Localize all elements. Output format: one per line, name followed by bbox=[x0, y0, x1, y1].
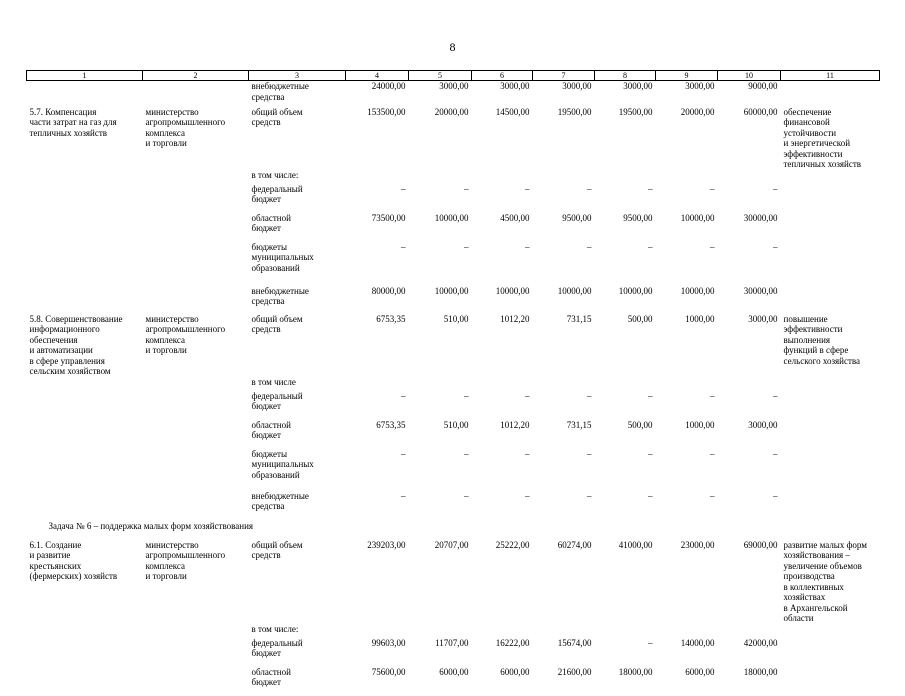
amount-cell: – bbox=[525, 390, 530, 401]
amount-cell: 99603,00 bbox=[371, 637, 406, 648]
executor-cell bbox=[143, 420, 249, 449]
table-row bbox=[27, 213, 880, 242]
amount-cell: 60000,00 bbox=[743, 106, 778, 117]
expected-result-cell bbox=[781, 242, 880, 286]
table-row bbox=[27, 314, 880, 377]
amount-cell: 3000,00 bbox=[439, 81, 469, 91]
column-header: 1 bbox=[27, 71, 143, 81]
event-name-cell bbox=[27, 420, 143, 449]
event-name-cell bbox=[27, 184, 143, 213]
amount-cell bbox=[346, 624, 409, 638]
expected-result-cell bbox=[781, 286, 880, 314]
amount-cell: 20000,00 bbox=[434, 106, 469, 117]
amount-cell: 21600,00 bbox=[557, 666, 592, 677]
amount-cell: 3000,00 bbox=[562, 81, 592, 91]
event-name-cell: 6.1. Создание и развитие крестьянских (фермерских) хозяйств bbox=[29, 539, 118, 581]
amount-cell: – bbox=[464, 490, 469, 501]
amount-cell: 18000,00 bbox=[618, 666, 653, 677]
column-header: 5 bbox=[409, 71, 472, 81]
amount-cell: 24000,00 bbox=[371, 81, 406, 91]
amount-cell: – bbox=[587, 448, 592, 459]
executor-cell: министерство агропромышленного комплекса и торговли bbox=[145, 313, 226, 355]
event-name-cell bbox=[27, 286, 143, 314]
amount-cell: 15674,00 bbox=[557, 637, 592, 648]
expected-result-cell bbox=[781, 170, 880, 184]
amount-cell bbox=[409, 170, 472, 184]
amount-cell: 153500,00 bbox=[367, 106, 406, 117]
column-header: 7 bbox=[533, 71, 595, 81]
column-header: 9 bbox=[656, 71, 718, 81]
table-row bbox=[27, 242, 880, 286]
amount-cell: – bbox=[525, 241, 530, 252]
amount-cell: 19500,00 bbox=[557, 106, 592, 117]
funding-source-cell: в том числе: bbox=[251, 169, 299, 180]
funding-source-cell: внебюджетные средства bbox=[251, 81, 309, 102]
amount-cell: 3000,00 bbox=[685, 81, 715, 91]
column-header: 11 bbox=[781, 71, 880, 81]
expected-result-cell bbox=[781, 667, 880, 696]
amount-cell: 1000,00 bbox=[685, 313, 715, 324]
expected-result-cell bbox=[781, 213, 880, 242]
executor-cell bbox=[143, 377, 249, 391]
executor-cell bbox=[143, 242, 249, 286]
table-row bbox=[27, 391, 880, 420]
amount-cell: – bbox=[773, 490, 778, 501]
event-name-cell bbox=[27, 491, 143, 518]
column-header: 4 bbox=[346, 71, 409, 81]
expected-result-cell bbox=[781, 420, 880, 449]
amount-cell: 6753,35 bbox=[376, 419, 406, 430]
executor-cell bbox=[143, 449, 249, 491]
amount-cell: 80000,00 bbox=[371, 285, 406, 296]
amount-cell bbox=[595, 170, 656, 184]
table-row bbox=[27, 638, 880, 667]
amount-cell bbox=[718, 170, 781, 184]
amount-cell: 75600,00 bbox=[371, 666, 406, 677]
amount-cell: 73500,00 bbox=[371, 212, 406, 223]
amount-cell: 10000,00 bbox=[680, 285, 715, 296]
column-number-header bbox=[27, 71, 880, 81]
amount-cell: 1012,20 bbox=[500, 419, 530, 430]
column-header: 10 bbox=[718, 71, 781, 81]
amount-cell bbox=[472, 624, 533, 638]
amount-cell bbox=[409, 377, 472, 391]
amount-cell: 18000,00 bbox=[743, 666, 778, 677]
amount-cell: 69000,00 bbox=[743, 539, 778, 550]
executor-cell bbox=[143, 624, 249, 638]
event-name-cell bbox=[27, 81, 143, 107]
funding-source-cell: федеральный бюджет bbox=[251, 183, 303, 204]
amount-cell bbox=[656, 377, 718, 391]
amount-cell: 42000,00 bbox=[743, 637, 778, 648]
funding-source-cell: внебюджетные средства bbox=[251, 285, 309, 306]
amount-cell bbox=[595, 377, 656, 391]
funding-source-cell: общий объем средств bbox=[251, 313, 303, 334]
executor-cell bbox=[143, 391, 249, 420]
amount-cell: – bbox=[648, 448, 653, 459]
table-row bbox=[27, 107, 880, 170]
amount-cell bbox=[472, 170, 533, 184]
amount-cell: – bbox=[587, 390, 592, 401]
amount-cell: 60274,00 bbox=[557, 539, 592, 550]
amount-cell: – bbox=[773, 183, 778, 194]
executor-cell bbox=[143, 491, 249, 518]
amount-cell: 6753,35 bbox=[376, 313, 406, 324]
amount-cell: 10000,00 bbox=[557, 285, 592, 296]
amount-cell: – bbox=[464, 241, 469, 252]
column-header: 3 bbox=[249, 71, 346, 81]
amount-cell: – bbox=[710, 183, 715, 194]
executor-cell bbox=[143, 170, 249, 184]
amount-cell: – bbox=[648, 183, 653, 194]
amount-cell bbox=[346, 170, 409, 184]
expected-result-cell bbox=[781, 377, 880, 391]
amount-cell: – bbox=[401, 448, 406, 459]
amount-cell: 3000,00 bbox=[748, 313, 778, 324]
table-row bbox=[27, 81, 880, 107]
amount-cell bbox=[409, 624, 472, 638]
amount-cell: 731,15 bbox=[566, 419, 592, 430]
expected-result-cell: повышение эффективности выполнения функций в сфере сельского хозяйства bbox=[783, 313, 861, 366]
amount-cell: 1012,20 bbox=[500, 313, 530, 324]
amount-cell: 9000,00 bbox=[748, 81, 778, 91]
program-table bbox=[26, 70, 880, 696]
funding-source-cell: бюджеты муниципальных образований bbox=[251, 448, 314, 480]
amount-cell: – bbox=[648, 390, 653, 401]
amount-cell bbox=[472, 377, 533, 391]
expected-result-cell bbox=[781, 624, 880, 638]
funding-source-cell: в том числе bbox=[251, 376, 296, 387]
table-row bbox=[27, 377, 880, 391]
expected-result-cell bbox=[781, 184, 880, 213]
table-row bbox=[27, 420, 880, 449]
table-row bbox=[27, 491, 880, 518]
expected-result-cell bbox=[781, 638, 880, 667]
amount-cell: – bbox=[401, 390, 406, 401]
amount-cell: 30000,00 bbox=[743, 285, 778, 296]
amount-cell bbox=[346, 377, 409, 391]
amount-cell: 3000,00 bbox=[623, 81, 653, 91]
funding-source-cell: внебюджетные средства bbox=[251, 490, 309, 511]
funding-source-cell: бюджеты муниципальных образований bbox=[251, 241, 314, 273]
amount-cell: – bbox=[587, 241, 592, 252]
amount-cell bbox=[656, 624, 718, 638]
amount-cell bbox=[718, 377, 781, 391]
amount-cell: 19500,00 bbox=[618, 106, 653, 117]
amount-cell: 20707,00 bbox=[434, 539, 469, 550]
amount-cell: 500,00 bbox=[627, 313, 653, 324]
expected-result-cell bbox=[781, 449, 880, 491]
amount-cell: 9500,00 bbox=[623, 212, 653, 223]
amount-cell: – bbox=[773, 448, 778, 459]
expected-result-cell: развитие малых форм хозяйствования – увеличение объемов производства в коллективных хозяйствах в Архангельской области bbox=[783, 539, 867, 623]
expected-result-cell bbox=[781, 81, 880, 107]
amount-cell: 6000,00 bbox=[685, 666, 715, 677]
amount-cell: 3000,00 bbox=[500, 81, 530, 91]
amount-cell: 10000,00 bbox=[434, 212, 469, 223]
table-row bbox=[27, 540, 880, 624]
event-name-cell bbox=[27, 377, 143, 391]
event-name-cell bbox=[27, 624, 143, 638]
funding-source-cell: в том числе: bbox=[251, 623, 299, 634]
funding-source-cell: областной бюджет bbox=[251, 666, 291, 687]
column-header: 8 bbox=[595, 71, 656, 81]
amount-cell: 11707,00 bbox=[435, 637, 469, 648]
amount-cell: – bbox=[525, 183, 530, 194]
task-heading-row bbox=[27, 518, 880, 540]
amount-cell: 500,00 bbox=[627, 419, 653, 430]
amount-cell: 30000,00 bbox=[743, 212, 778, 223]
table-row bbox=[27, 667, 880, 696]
event-name-cell bbox=[27, 449, 143, 491]
amount-cell: 239203,00 bbox=[367, 539, 406, 550]
funding-source-cell: областной бюджет bbox=[251, 212, 291, 233]
funding-source-cell: федеральный бюджет bbox=[251, 390, 303, 411]
amount-cell bbox=[656, 170, 718, 184]
amount-cell: 6000,00 bbox=[500, 666, 530, 677]
executor-cell: министерство агропромышленного комплекса и торговли bbox=[145, 106, 226, 148]
amount-cell: 10000,00 bbox=[434, 285, 469, 296]
executor-cell bbox=[143, 184, 249, 213]
table-row bbox=[27, 286, 880, 314]
funding-source-cell: общий объем средств bbox=[251, 539, 303, 560]
amount-cell: 14500,00 bbox=[495, 106, 530, 117]
executor-cell bbox=[143, 667, 249, 696]
amount-cell bbox=[533, 170, 595, 184]
table-row bbox=[27, 184, 880, 213]
funding-source-cell: общий объем средств bbox=[251, 106, 303, 127]
event-name-cell: 5.8. Совершенствование информационного обеспечения и автоматизации в сфере управления сельским хозяйством bbox=[29, 313, 123, 376]
amount-cell bbox=[533, 624, 595, 638]
event-name-cell bbox=[27, 213, 143, 242]
amount-cell: 10000,00 bbox=[618, 285, 653, 296]
funding-source-cell: федеральный бюджет bbox=[251, 637, 303, 658]
amount-cell: – bbox=[587, 490, 592, 501]
executor-cell bbox=[143, 81, 249, 107]
amount-cell: 10000,00 bbox=[495, 285, 530, 296]
amount-cell: – bbox=[773, 390, 778, 401]
expected-result-cell bbox=[781, 391, 880, 420]
amount-cell: – bbox=[401, 183, 406, 194]
event-name-cell bbox=[27, 242, 143, 286]
task-heading: Задача № 6 – поддержка малых форм хозяйствования bbox=[48, 520, 254, 531]
amount-cell: – bbox=[464, 448, 469, 459]
expected-result-cell bbox=[781, 491, 880, 518]
amount-cell: – bbox=[648, 490, 653, 501]
table-row bbox=[27, 624, 880, 638]
amount-cell: 10000,00 bbox=[680, 212, 715, 223]
executor-cell bbox=[143, 638, 249, 667]
amount-cell: 16222,00 bbox=[495, 637, 530, 648]
event-name-cell: 5.7. Компенсация части затрат на газ для тепличных хозяйств bbox=[29, 106, 117, 138]
amount-cell: – bbox=[525, 448, 530, 459]
amount-cell: – bbox=[464, 390, 469, 401]
amount-cell: – bbox=[587, 183, 592, 194]
amount-cell: 25222,00 bbox=[495, 539, 530, 550]
column-header: 6 bbox=[472, 71, 533, 81]
amount-cell: 41000,00 bbox=[618, 539, 653, 550]
amount-cell: 14000,00 bbox=[680, 637, 715, 648]
page-number: 8 bbox=[449, 40, 456, 54]
event-name-cell bbox=[27, 638, 143, 667]
amount-cell: 23000,00 bbox=[680, 539, 715, 550]
amount-cell: 9500,00 bbox=[562, 212, 592, 223]
amount-cell: – bbox=[401, 490, 406, 501]
executor-cell bbox=[143, 213, 249, 242]
amount-cell: – bbox=[401, 241, 406, 252]
amount-cell: 1000,00 bbox=[685, 419, 715, 430]
event-name-cell bbox=[27, 170, 143, 184]
amount-cell: – bbox=[648, 637, 653, 648]
expected-result-cell: обеспечение финансовой устойчивости и энергетической эффективности тепличных хозяйств bbox=[783, 106, 862, 169]
event-name-cell bbox=[27, 667, 143, 696]
amount-cell: – bbox=[525, 490, 530, 501]
amount-cell: – bbox=[648, 241, 653, 252]
table-row bbox=[27, 170, 880, 184]
event-name-cell bbox=[27, 391, 143, 420]
amount-cell: 731,15 bbox=[566, 313, 592, 324]
column-header: 2 bbox=[143, 71, 249, 81]
amount-cell bbox=[595, 624, 656, 638]
amount-cell: – bbox=[773, 241, 778, 252]
amount-cell bbox=[718, 624, 781, 638]
amount-cell: – bbox=[710, 448, 715, 459]
amount-cell: 510,00 bbox=[443, 419, 469, 430]
amount-cell: 6000,00 bbox=[439, 666, 469, 677]
amount-cell: 4500,00 bbox=[500, 212, 530, 223]
executor-cell: министерство агропромышленного комплекса и торговли bbox=[145, 539, 226, 581]
amount-cell: – bbox=[710, 490, 715, 501]
amount-cell: 3000,00 bbox=[748, 419, 778, 430]
amount-cell: 20000,00 bbox=[680, 106, 715, 117]
table-row bbox=[27, 449, 880, 491]
amount-cell: – bbox=[710, 241, 715, 252]
funding-source-cell: областной бюджет bbox=[251, 419, 291, 440]
amount-cell: 510,00 bbox=[443, 313, 469, 324]
executor-cell bbox=[143, 286, 249, 314]
amount-cell bbox=[533, 377, 595, 391]
amount-cell: – bbox=[710, 390, 715, 401]
amount-cell: – bbox=[464, 183, 469, 194]
